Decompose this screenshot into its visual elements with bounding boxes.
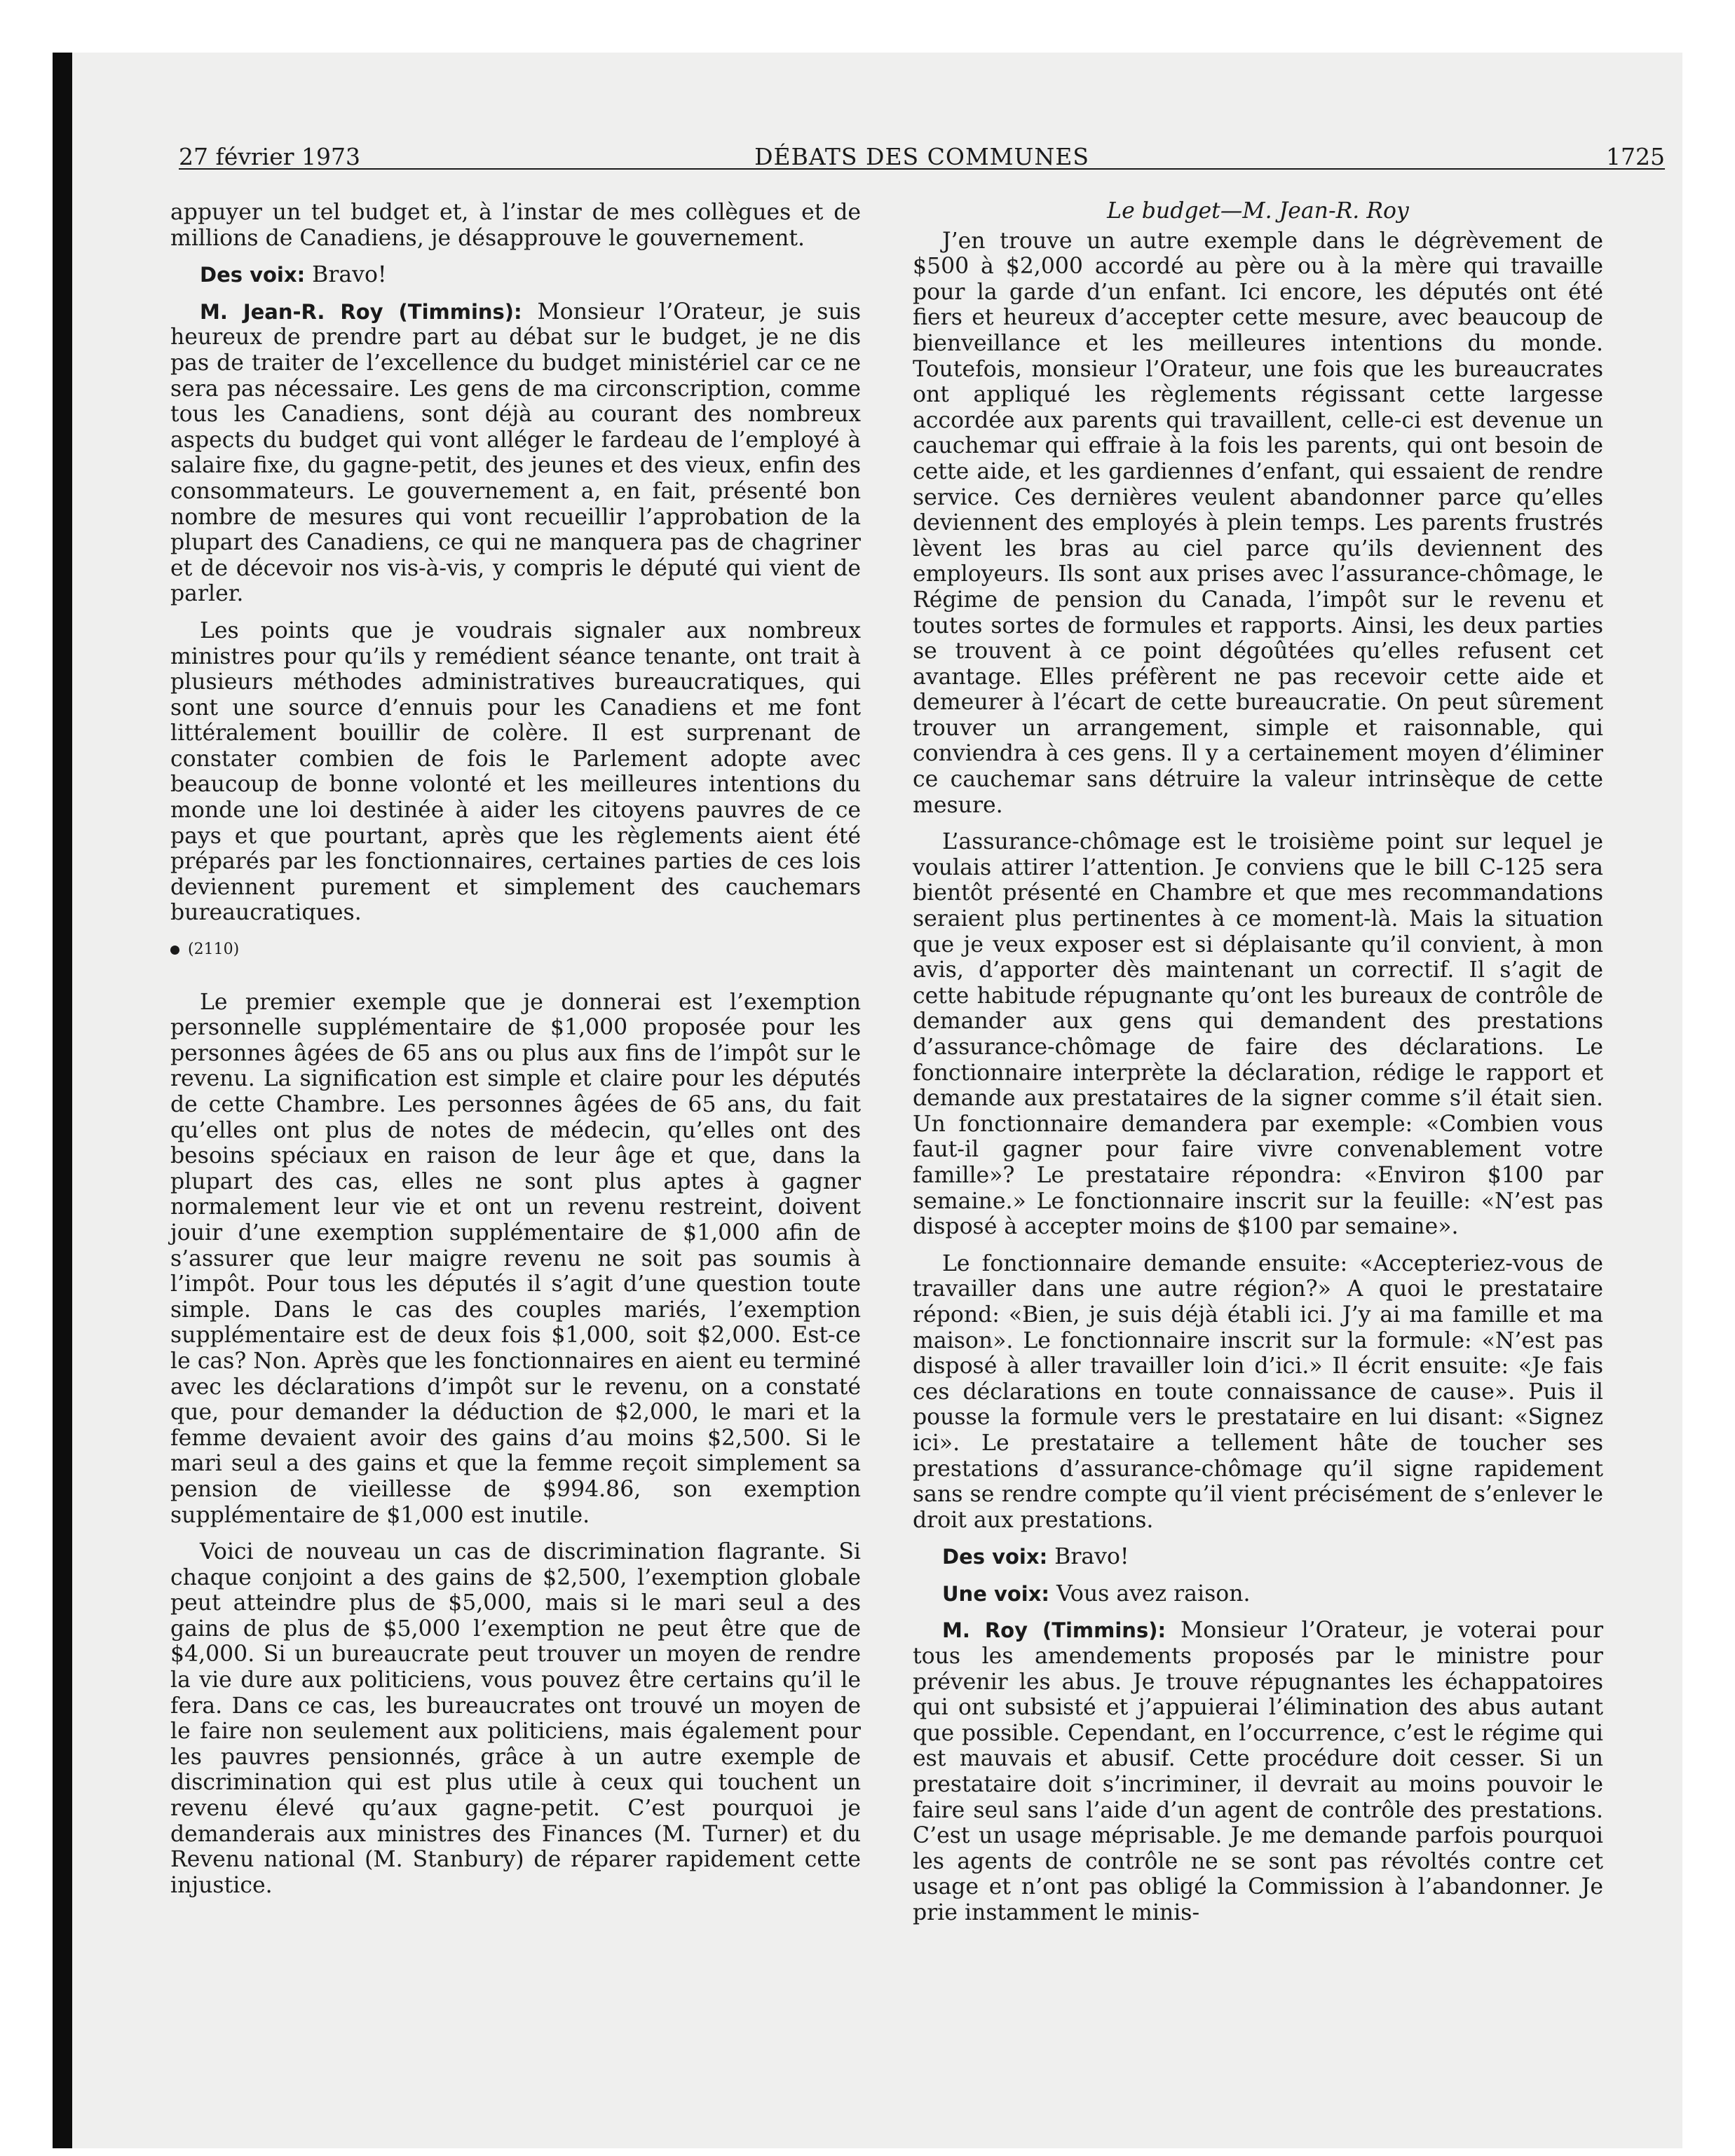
header-date: 27 février 1973 [179, 143, 360, 170]
paragraph: L’assurance-chômage est le troisième point sur lequel je voulais attirer l’attention. Je conviens que le bill C-125 sera bientôt présenté en Chambre et que mes recommandations seraient plus pertinentes à ce moment-là. Mais la situation que je veux exposer est si déplaisante qu’il convient, à mon avis, d’apporter dès maintenant un correctif. Il s’agit de cette habitude répugnante qu’ont les bureaux de contrôle de demander aux gens qui demandent des prestations d’assurance-chômage de faire des déclarations. Le fonctionnaire interprète la déclaration, rédige le rapport et demande aux prestataires de la signer comme s’il était sien. Un fonctionnaire demandera par exemple: «Combien vous faut-il gagner pour faire vivre convenablement votre famille»? Le prestataire répondra: «Environ $100 par semaine.» Le fonctionnaire inscrit sur la feuille: «N’est pas disposé à accepter moins de $100 par semaine». [913, 829, 1603, 1240]
speech-text: Monsieur l’Orateur, je voterai pour tous les amendements proposés par le ministre pour prévenir les abus. Je trouve répugnantes les échappatoires qui ont subsisté et j’appuierai l’élimination des abus autant que possible. Cependant, en l’occurrence, c’est le régime qui est mauvais et abusif. Cette procédure doit cesser. Si un prestataire doit s’incriminer, il devrait au moins pouvoir le faire seul sans l’aide d’un agent de contrôle des prestations. C’est un usage méprisable. Je me demande parfois pourquoi les agents de contrôle ne se sont pas révoltés contre cet usage et n’ont pas obligé la Commission à l’abandonner. Je prie instamment le minis- [913, 1618, 1603, 1925]
speaker-name: M. Jean-R. Roy (Timmins): [200, 299, 522, 324]
time-marker-text: (2110) [188, 941, 240, 959]
paragraph: Le premier exemple que je donnerai est l’exemption personnelle supplémentaire de $1,000 proposée pour les personnes âgées de 65 ans ou plus aux fins de l’impôt sur le revenu. La signification est simple et claire pour les députés de cette Chambre. Les personnes âgées de 65 ans, du fait qu’elles ont plus de notes de médecin, qu’elles ont des besoins spéciaux en raison de leur âge et que, dans la plupart des cas, elles ne sont plus aptes à gagner normalement leur vie et ont un revenu restreint, doivent jouir d’une exemption supplémentaire de $1,000 afin de s’assurer que leur maigre revenu ne soit pas soumis à l’impôt. Pour tous les députés il s’agit d’une question toute simple. Dans le cas des couples mariés, l’exemption supplémentaire est de deux fois $1,000, soit $2,000. Est-ce le cas? Non. Après que les fonctionnaires en aient eu terminé avec les déclarations d’impôt sur le revenu, on a constaté que, pour demander la déduction de $2,000, le mari et la femme devaient avoir des gains d’au moins $2,500. Si le mari seul a des gains et que la femme reçoit simplement sa pension de vieillesse de $994.86, son exemption supplémentaire de $1,000 est inutile. [170, 989, 861, 1528]
speaker-name: Des voix: [200, 263, 306, 287]
header-page-number: 1725 [1606, 143, 1665, 170]
speech-text: Vous avez raison. [1049, 1581, 1251, 1606]
speaker-name: Des voix: [942, 1545, 1048, 1569]
speaker-name: M. Roy (Timmins): [942, 1618, 1166, 1643]
paragraph: Voici de nouveau un cas de discrimination flagrante. Si chaque conjoint a des gains de $2,500, l’exemption globale peut atteindre plus de $5,000, mais si le mari seul a des gains de plus de $5,000 l’exemption ne peut être que de $4,000. Si un bureaucrate peut trouver un moyen de rendre la vie dure aux politiciens, vous pouvez être certains qu’il le fera. Dans ce cas, les bureaucrates ont trouvé un moyen de le faire non seulement aux politiciens, mais également pour les pauvres pensionnés, grâce à un autre exemple de discrimination qui est plus utile à ceux qui touchent un revenu élevé qu’aux gagne-petit. C’est pourquoi je demanderais aux ministres des Finances (M. Turner) et du Revenu national (M. Stanbury) de réparer rapidement cette injustice. [170, 1539, 861, 1898]
speech [913, 1544, 1603, 1570]
scan-edge-border [53, 53, 72, 2148]
speech-text: Bravo! [1047, 1544, 1129, 1570]
speech-text: Monsieur l’Orateur, je suis heureux de prendre part au débat sur le budget, je ne dis pas de traiter de l’excellence du budget ministériel car ce ne sera pas nécessaire. Les gens de ma circonscription, comme tous les Canadiens, sont déjà au courant des nombreux aspects du budget qui vont alléger le fardeau de l’employé à salaire fixe, du gagne-petit, des jeunes et des vieux, enfin des consommateurs. Le gouvernement a, en fait, présenté bon nombre de mesures qui vont recueillir l’approbation de la plupart des Canadiens, ce qui ne manquera pas de chagriner et de décevoir nos vis-à-vis, y compris le député qui vient de parler. [170, 299, 861, 607]
left-column [170, 200, 861, 1909]
running-head: Le budget—M. Jean-R. Roy [1107, 198, 1409, 224]
speech [913, 1618, 1603, 1925]
bullet-dot-icon [170, 946, 179, 955]
paragraph: J’en trouve un autre exemple dans le dégrèvement de $500 à $2,000 accordé au père ou à la mère qui travaille pour la garde d’un enfant. Ici encore, les députés ont été fiers et heureux d’accepter cette mesure, avec beaucoup de bienveillance et les meilleures intentions du monde. Toutefois, monsieur l’Orateur, une fois que les bureaucrates ont appliqué les règlements régissant cette largesse accordée aux parents qui travaillent, celle-ci est devenue un cauchemar qui effraie à la fois les parents, qui ont besoin de cette aide, et les gardiennes d’enfant, qui essaient de rendre service. Ces dernières veulent abandonner parce qu’elles deviennent des employés à plein temps. Les parents frustrés lèvent les bras au ciel parce qu’ils deviennent des employeurs. Ils sont aux prises avec l’assurance-chômage, le Régime de pension du Canada, l’impôt sur le revenu et toutes sortes de formules et rapports. Ainsi, les deux parties se trouvent à ce point dégoûtées qu’elles refusent cet avantage. Elles préfèrent ne pas recevoir cette aide et demeurer à l’écart de cette bureaucratie. On peut sûrement trouver un arrangement, simple et raisonnable, qui conviendra à ces gens. Il y a certainement moyen d’éliminer ce cauchemar sans détruire la valeur intrinsèque de cette mesure. [913, 228, 1603, 818]
header-title: DÉBATS DES COMMUNES [754, 143, 1089, 170]
time-marker [170, 937, 861, 963]
scanned-page [53, 53, 1682, 2148]
paragraph: appuyer un tel budget et, à l’instar de mes collègues et de millions de Canadiens, je désapprouve le gouvernement. [170, 200, 861, 251]
right-column [913, 198, 1603, 1937]
paragraph: Le fonctionnaire demande ensuite: «Accepteriez-vous de travailler dans une autre région?» A quoi le prestataire répond: «Bien, je suis déjà établi ici. J’y ai ma famille et ma maison». Le fonctionnaire inscrit sur la formule: «N’est pas disposé à aller travailler loin d’ici.» Il écrit ensuite: «Je fais ces déclarations en toute connaissance de cause». Puis il pousse la formule vers le prestataire en lui disant: «Signez ici». Le prestataire a tellement hâte de toucher ses prestations d’assurance-chômage qu’il signe rapidement sans se rendre compte qu’il vient précisément de s’enlever le droit aux prestations. [913, 1250, 1603, 1533]
speech-text: Bravo! [305, 262, 387, 288]
speech [913, 1581, 1603, 1607]
speech [170, 299, 861, 607]
page-header [179, 133, 1665, 170]
paragraph: Les points que je voudrais signaler aux nombreux ministres pour qu’ils y remédient séance tenante, ont trait à plusieurs méthodes administratives bureaucratiques, qui sont une source d’ennuis pour les Canadiens et me font littéralement bouillir de colère. Il est surprenant de constater combien de fois le Parlement adopte avec beaucoup de bonne volonté et les meilleures intentions du monde une loi destinée à aider les citoyens pauvres de ce pays et que pourtant, après que les règlements aient été préparés par les fonctionnaires, certaines parties de ces lois deviennent purement et simplement des cauchemars bureaucratiques. [170, 618, 861, 926]
speaker-name: Une voix: [942, 1581, 1050, 1606]
speech [170, 262, 861, 288]
